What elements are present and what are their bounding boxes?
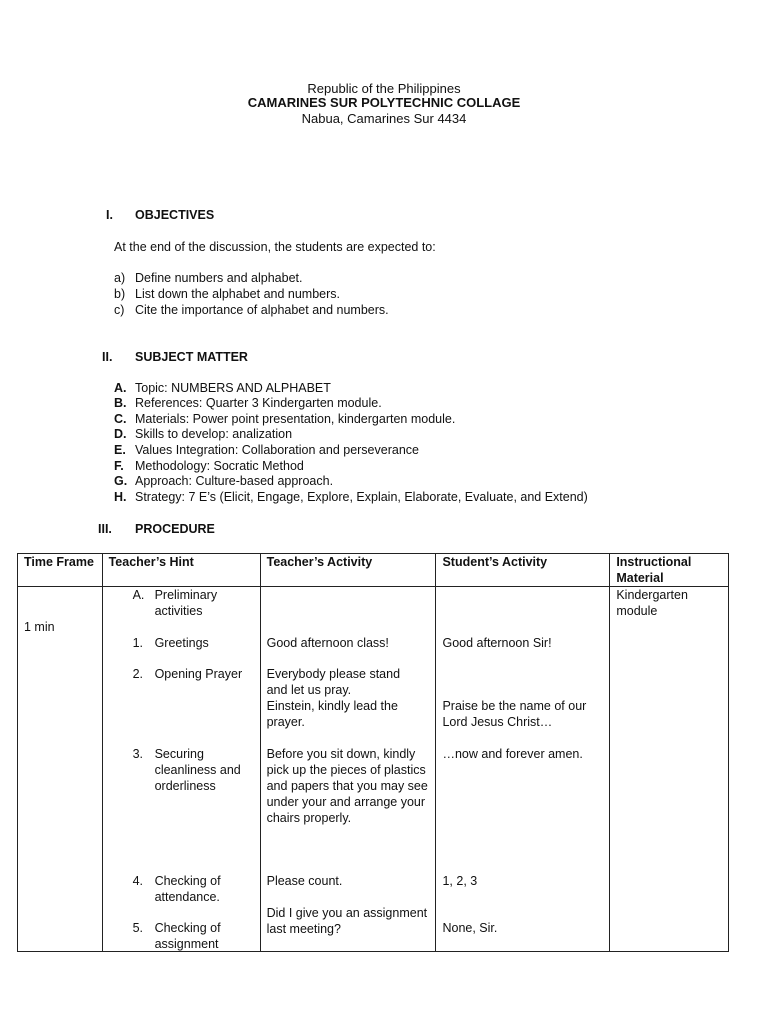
objectives-intro: At the end of the discussion, the students are expected to:	[114, 240, 436, 254]
hint-checking-attendance: Checking of attendance.	[154, 874, 221, 904]
objectives-numeral: I.	[106, 208, 113, 222]
column-header-time-frame: Time Frame	[18, 554, 103, 587]
teacher-count: Please count.	[266, 874, 343, 888]
column-header-instructional-material: Instructional Material	[610, 554, 729, 587]
hint-securing-cleanliness: Securing cleanliness and orderliness	[154, 747, 241, 793]
teacher-assignment-question: Did I give you an assignment last meeting?	[266, 906, 428, 936]
time-frame-cell	[18, 587, 103, 952]
teachers-activity-cell	[260, 587, 436, 952]
subject-matter-title: SUBJECT MATTER	[135, 350, 248, 364]
procedure-title: PROCEDURE	[135, 522, 215, 536]
student-amen: …now and forever amen.	[442, 747, 583, 761]
student-assignment-answer: None, Sir.	[442, 921, 498, 935]
hint-preliminary-activities: Preliminary activities	[154, 588, 218, 618]
teacher-greeting: Good afternoon class!	[266, 636, 389, 650]
teachers-hint-cell: A. Preliminary activities 1. Greetings 2. Opening Prayer 3. Securing cleanliness and orderliness 4. Checking of attendance. 5. Checking of assignment	[102, 587, 260, 952]
hint-checking-assignment: Checking of assignment	[154, 921, 221, 951]
procedure-table	[17, 553, 729, 952]
teacher-cleanliness: Before you sit down, kindly pick up the pieces of plastics and papers that you may see under your and arrange your chairs properly.	[266, 747, 428, 825]
column-header-teachers-activity: Teacher’s Activity	[260, 554, 436, 587]
column-header-students-activity: Student’s Activity	[436, 554, 610, 587]
hint-greetings: Greetings	[154, 636, 209, 650]
material-value: Kindergarten module	[616, 588, 688, 618]
time-frame-value: 1 min	[24, 620, 55, 634]
republic-heading: Republic of the Philippines	[307, 81, 461, 96]
students-activity-cell	[436, 587, 610, 952]
table-header-row	[18, 554, 729, 587]
student-prayer: Praise be the name of our Lord Jesus Christ…	[442, 699, 587, 729]
instructional-material-cell	[610, 587, 729, 952]
teacher-stand-pray: Everybody please stand and let us pray.	[266, 667, 401, 697]
table-row	[18, 587, 729, 952]
student-count: 1, 2, 3	[442, 874, 478, 888]
objectives-title: OBJECTIVES	[135, 208, 215, 222]
column-header-teachers-hint: Teacher’s Hint	[102, 554, 260, 587]
student-greeting: Good afternoon Sir!	[442, 636, 552, 650]
teacher-lead-prayer: Einstein, kindly lead the prayer.	[266, 699, 398, 729]
school-address: Nabua, Camarines Sur 4434	[301, 111, 467, 126]
hint-opening-prayer: Opening Prayer	[154, 667, 243, 681]
procedure-numeral: III.	[98, 522, 112, 536]
school-name: CAMARINES SUR POLYTECHNIC COLLAGE	[247, 95, 521, 110]
subject-matter-numeral: II.	[102, 350, 113, 364]
